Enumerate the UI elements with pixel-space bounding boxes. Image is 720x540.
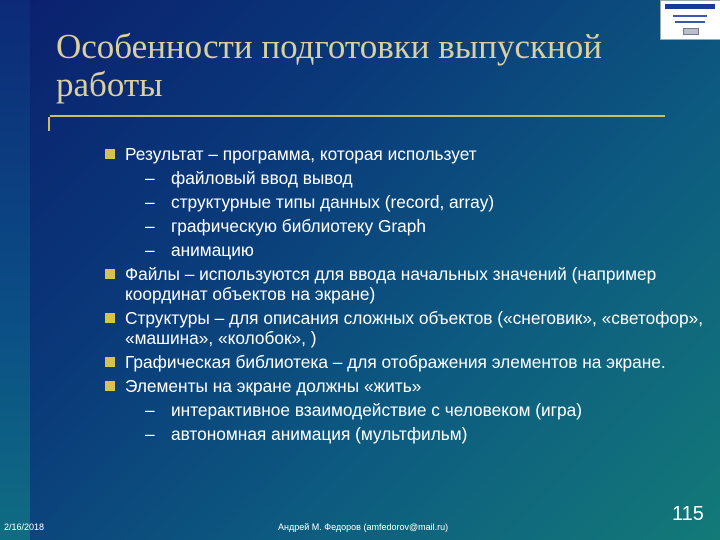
dash-icon: –: [145, 216, 155, 236]
title-underline: [50, 115, 665, 117]
dash-icon: –: [145, 424, 155, 444]
sub-item: – структурные типы данных (record, array): [145, 192, 495, 212]
sub-item: – анимацию: [145, 240, 254, 260]
footer-author: Андрей М. Федоров (amfedorov@mail.ru): [278, 522, 449, 532]
slide-title: Особенности подготовки выпускной работы: [56, 27, 603, 104]
sub-item: – интерактивное взаимодействие с человеком (игра): [145, 400, 582, 420]
footer-date: 2/16/2018: [4, 522, 45, 532]
square-bullet-icon: [105, 381, 115, 391]
dash-icon: –: [145, 400, 155, 420]
sub-item: – графическую библиотеку Graph: [145, 216, 427, 236]
square-bullet-icon: [105, 149, 115, 159]
page-number: 115: [672, 503, 704, 525]
title-underline-tick: [48, 117, 50, 131]
sub-item: – автономная анимация (мультфильм): [145, 424, 468, 444]
dash-icon: –: [145, 240, 155, 260]
square-bullet-icon: [105, 357, 115, 367]
bullet-item: [105, 352, 705, 372]
bullet-list: [105, 144, 705, 448]
bullet-item: [105, 308, 705, 348]
sub-item: – файловый ввод вывод: [145, 168, 353, 188]
bullet-item: [105, 144, 705, 260]
bullet-text: Результат – программа, которая использует: [125, 144, 477, 164]
dash-icon: –: [145, 192, 155, 212]
bullet-text: Структуры – для описания сложных объектов («снеговик», «светофор», «машина», «колобок», ): [125, 308, 704, 348]
square-bullet-icon: [105, 269, 115, 279]
square-bullet-icon: [105, 313, 115, 323]
left-side-bar: [0, 0, 30, 540]
bullet-item: [105, 264, 705, 304]
dialog-thumbnail-icon: [660, 0, 720, 40]
dash-icon: –: [145, 168, 155, 188]
bullet-item: [105, 376, 705, 444]
bullet-text: Графическая библиотека – для отображения элементов на экране.: [125, 352, 666, 372]
bullet-text: Файлы – используются для ввода начальных значений (например координат объектов на экране): [125, 264, 657, 304]
bullet-text: Элементы на экране должны «жить»: [125, 376, 422, 396]
